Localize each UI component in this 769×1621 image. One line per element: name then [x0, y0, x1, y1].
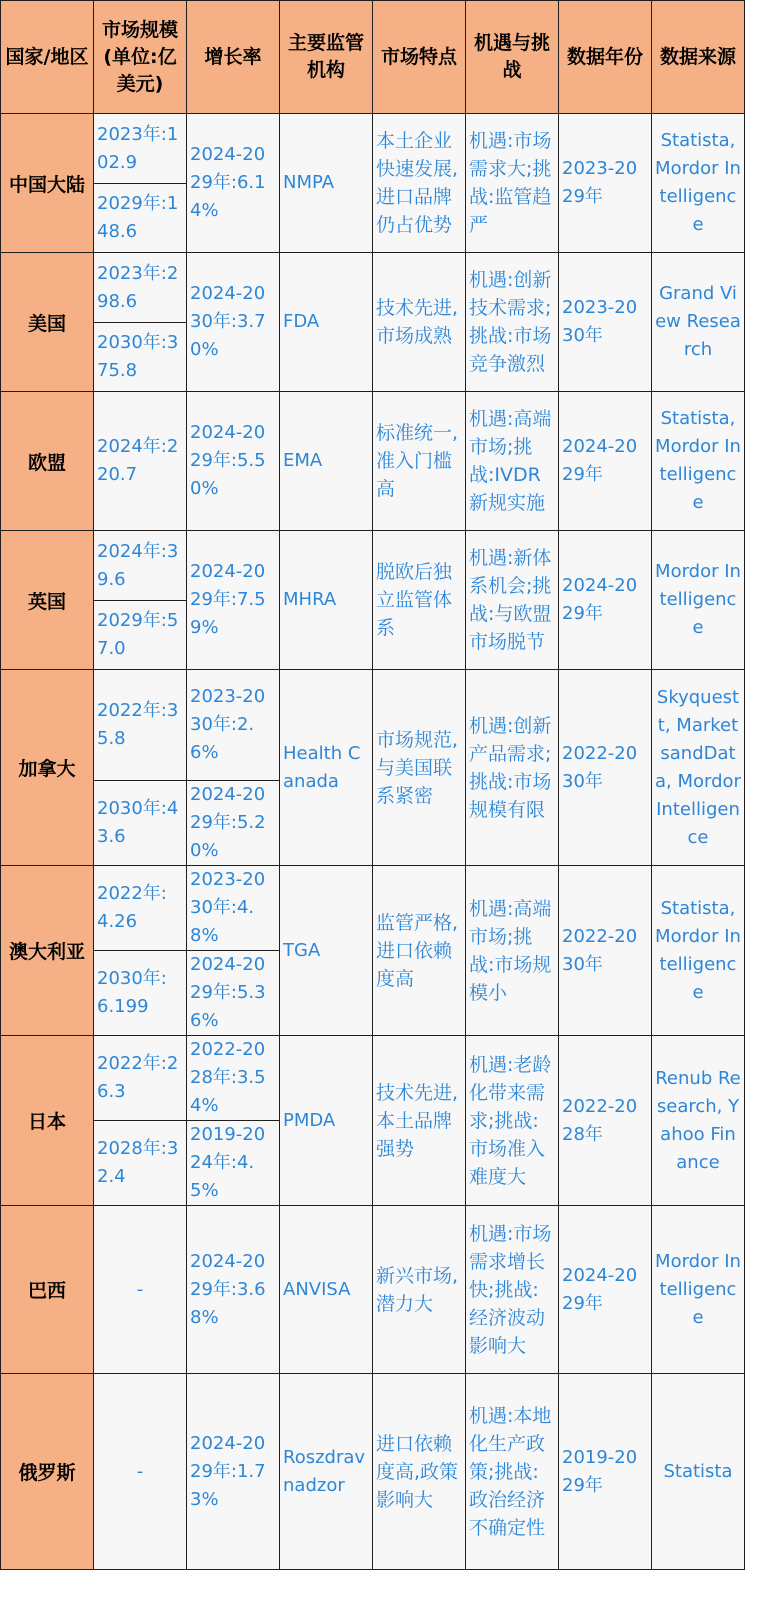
- market-size-cell: -: [94, 1374, 187, 1570]
- year-cell: 2023-2029年: [559, 114, 652, 253]
- header-country: 国家/地区: [1, 1, 94, 114]
- source-cell: Renub Research, Yahoo Finance: [652, 1036, 745, 1206]
- year-cell: 2019-2029年: [559, 1374, 652, 1570]
- header-source: 数据来源: [652, 1, 745, 114]
- header-regulator: 主要监管机构: [280, 1, 373, 114]
- regulator-cell: Health Canada: [280, 670, 373, 866]
- market-size-cell: 2023年:298.6: [94, 253, 187, 323]
- opportunity-cell: 机遇:本地化生产政策;挑战:政治经济不确定性: [466, 1374, 559, 1570]
- regulator-cell: MHRA: [280, 531, 373, 670]
- year-cell: 2024-2029年: [559, 531, 652, 670]
- feature-cell: 监管严格,进口依赖度高: [373, 866, 466, 1036]
- opportunity-cell: 机遇:高端市场;挑战:市场规模小: [466, 866, 559, 1036]
- source-cell: Mordor Intelligence: [652, 1206, 745, 1374]
- table-row: [1, 253, 745, 323]
- country-cell: 俄罗斯: [1, 1374, 94, 1570]
- market-size-cell: 2030年:6.199: [94, 951, 187, 1036]
- header-row: [1, 1, 745, 114]
- market-size-cell: 2024年:39.6: [94, 531, 187, 601]
- table-row: [1, 1036, 745, 1121]
- market-size-cell: 2030年:375.8: [94, 323, 187, 392]
- source-cell: Grand View Research: [652, 253, 745, 392]
- opportunity-cell: 机遇:市场需求增长快;挑战:经济波动影响大: [466, 1206, 559, 1374]
- regulator-cell: Roszdravnadzor: [280, 1374, 373, 1570]
- growth-cell: 2024-2029年:5.20%: [187, 781, 280, 866]
- opportunity-cell: 机遇:市场需求大;挑战:监管趋严: [466, 114, 559, 253]
- country-cell: 美国: [1, 253, 94, 392]
- market-size-cell: -: [94, 1206, 187, 1374]
- country-cell: 欧盟: [1, 392, 94, 531]
- regulator-cell: PMDA: [280, 1036, 373, 1206]
- growth-cell: 2024-2029年:3.68%: [187, 1206, 280, 1374]
- market-size-cell: 2029年:148.6: [94, 184, 187, 253]
- country-cell: 加拿大: [1, 670, 94, 866]
- source-cell: Statista, Mordor Intelligence: [652, 866, 745, 1036]
- growth-cell: 2023-2030年:4.8%: [187, 866, 280, 951]
- source-cell: Statista, Mordor Intelligence: [652, 114, 745, 253]
- growth-cell: 2024-2030年:3.70%: [187, 253, 280, 392]
- header-market-size: 市场规模(单位:亿美元): [94, 1, 187, 114]
- feature-cell: 市场规范,与美国联系紧密: [373, 670, 466, 866]
- year-cell: 2024-2029年: [559, 392, 652, 531]
- year-cell: 2024-2029年: [559, 1206, 652, 1374]
- market-size-cell: 2023年:102.9: [94, 114, 187, 184]
- table-row: [1, 866, 745, 951]
- market-size-cell: 2030年:43.6: [94, 781, 187, 866]
- growth-cell: 2023-2030年:2.6%: [187, 670, 280, 781]
- table-row: [1, 531, 745, 601]
- regulator-cell: ANVISA: [280, 1206, 373, 1374]
- feature-cell: 本土企业快速发展,进口品牌仍占优势: [373, 114, 466, 253]
- regulator-cell: NMPA: [280, 114, 373, 253]
- source-cell: Mordor Intelligence: [652, 531, 745, 670]
- growth-cell: 2024-2029年:6.14%: [187, 114, 280, 253]
- opportunity-cell: 机遇:创新产品需求;挑战:市场规模有限: [466, 670, 559, 866]
- header-opportunity: 机遇与挑战: [466, 1, 559, 114]
- country-cell: 澳大利亚: [1, 866, 94, 1036]
- feature-cell: 新兴市场,潜力大: [373, 1206, 466, 1374]
- market-size-cell: 2022年:35.8: [94, 670, 187, 781]
- regulator-cell: FDA: [280, 253, 373, 392]
- market-size-cell: 2022年:4.26: [94, 866, 187, 951]
- regulator-cell: TGA: [280, 866, 373, 1036]
- opportunity-cell: 机遇:高端市场;挑战:IVDR新规实施: [466, 392, 559, 531]
- table-row: [1, 670, 745, 781]
- feature-cell: 脱欧后独立监管体系: [373, 531, 466, 670]
- market-size-cell: 2022年:26.3: [94, 1036, 187, 1121]
- feature-cell: 标准统一,准入门槛高: [373, 392, 466, 531]
- growth-cell: 2019-2024年:4.5%: [187, 1121, 280, 1206]
- market-size-cell: 2024年:220.7: [94, 392, 187, 531]
- growth-cell: 2022-2028年:3.54%: [187, 1036, 280, 1121]
- source-cell: Statista, Mordor Intelligence: [652, 392, 745, 531]
- source-cell: Skyquestt, MarketsandData, Mordor Intelligence: [652, 670, 745, 866]
- regulator-cell: EMA: [280, 392, 373, 531]
- market-size-cell: 2028年:32.4: [94, 1121, 187, 1206]
- market-size-cell: 2029年:57.0: [94, 601, 187, 670]
- table-row: [1, 114, 745, 184]
- year-cell: 2022-2030年: [559, 670, 652, 866]
- country-cell: 日本: [1, 1036, 94, 1206]
- table-row: [1, 392, 745, 531]
- table-row: [1, 1374, 745, 1570]
- feature-cell: 技术先进,本土品牌强势: [373, 1036, 466, 1206]
- growth-cell: 2024-2029年:5.50%: [187, 392, 280, 531]
- year-cell: 2023-2030年: [559, 253, 652, 392]
- header-growth: 增长率: [187, 1, 280, 114]
- growth-cell: 2024-2029年:5.36%: [187, 951, 280, 1036]
- country-cell: 巴西: [1, 1206, 94, 1374]
- country-cell: 中国大陆: [1, 114, 94, 253]
- opportunity-cell: 机遇:老龄化带来需求;挑战:市场准入难度大: [466, 1036, 559, 1206]
- feature-cell: 技术先进,市场成熟: [373, 253, 466, 392]
- opportunity-cell: 机遇:创新技术需求;挑战:市场竞争激烈: [466, 253, 559, 392]
- source-cell: Statista: [652, 1374, 745, 1570]
- year-cell: 2022-2030年: [559, 866, 652, 1036]
- table-row: [1, 1206, 745, 1374]
- year-cell: 2022-2028年: [559, 1036, 652, 1206]
- growth-cell: 2024-2029年:7.59%: [187, 531, 280, 670]
- feature-cell: 进口依赖度高,政策影响大: [373, 1374, 466, 1570]
- header-feature: 市场特点: [373, 1, 466, 114]
- country-cell: 英国: [1, 531, 94, 670]
- growth-cell: 2024-2029年:1.73%: [187, 1374, 280, 1570]
- header-year: 数据年份: [559, 1, 652, 114]
- opportunity-cell: 机遇:新体系机会;挑战:与欧盟市场脱节: [466, 531, 559, 670]
